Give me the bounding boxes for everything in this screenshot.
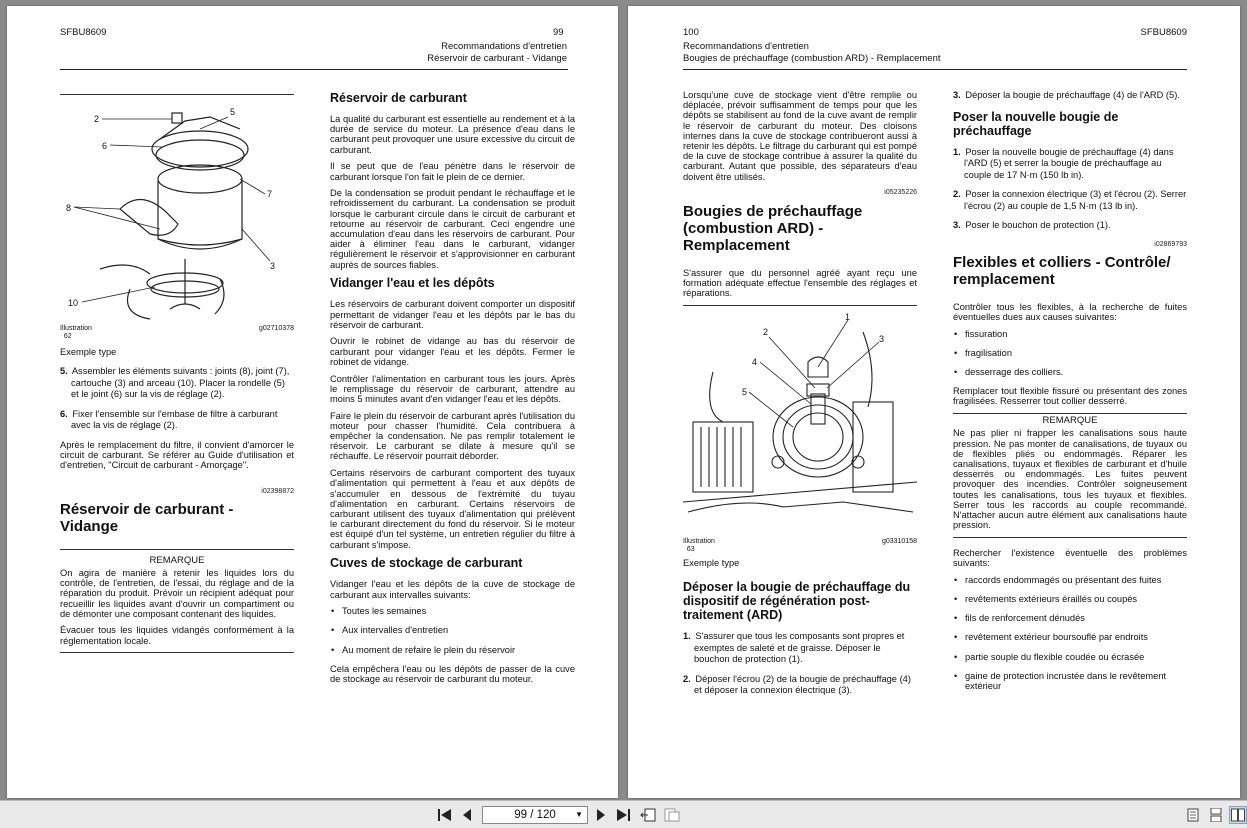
single-page-icon xyxy=(1187,808,1199,822)
remove-step-2: 2. Déposer l'écrou (2) de la bougie de préchauffage (4) et déposer la connexion électrique (3). xyxy=(683,673,911,696)
install-step-3: 3. Poser le bouchon de protection (1). xyxy=(953,220,1111,230)
filter-steps xyxy=(60,366,294,432)
remove-steps-cont xyxy=(953,90,1187,102)
storage-intervals-list xyxy=(330,606,575,655)
page-number: 100 xyxy=(683,27,699,38)
forward-view-button[interactable] xyxy=(663,806,681,824)
problems-list xyxy=(953,575,1187,691)
right-column-2 xyxy=(953,90,1187,700)
callout-8: 8 xyxy=(66,203,72,213)
drain-paragraph-5: Certains réservoirs de carburant comportent des tuyaux d'alimentation qui permettent à l'eau et aux dépôts de s'accumuler en dessous de l'extrémité du tuyau d'alimentation en carburant. Certains réservoirs de carburant utilisent des tuyaux d'alimentation qui prélèvent le carburant directement du fond du réservoir. Si le moteur est équipé d'un tel système, un entretien régulier du filtre à carburant s'impose. xyxy=(330,468,575,550)
install-step-1: 1. Poser la nouvelle bougie de préchauffage (4) dans l'ARD (5) et serrer la bougie de préchauffage au couple de 17 N·m (150 lb in). xyxy=(953,146,1174,180)
install-step-2: 2. Poser la connexion électrique (3) et l'écrou (2). Serrer l'écrou (2) au couple de 1,5 N·m (13 lb in). xyxy=(953,189,1187,211)
glow-plug-intro: S'assurer que du personnel agréé ayant reçu une formation adéquate effectue l'ensemble des réglages et réparations. xyxy=(683,267,917,298)
list-item: • partie souple du flexible coudée ou écrasée xyxy=(965,652,1187,662)
viewer-toolbar xyxy=(0,800,1247,828)
drain-paragraph-1: Les réservoirs de carburant doivent comporter un dispositif permettant de vidanger l'eau et les dépôts par le bas du réservoir de carburant. xyxy=(330,299,575,330)
first-page-button[interactable] xyxy=(436,806,454,824)
callout-4: 4 xyxy=(752,356,758,367)
note-text: Ne pas plier ni frapper les canalisations sous haute pression. Ne pas monter de canalisations, de tuyaux ou de flexibles pliés ou endommagés. Réparer les canalisations, tuyaux et flexibles de carburant et d'huile desserrés ou endommagés. Les fuites peuvent provoquer des incendies. Contrôler soigneusement toutes les canalisations, tous les tuyaux et flexibles. Serrer tous les raccords au couple recommandé. N'attacher aucun autre élément aux canalisations haute pression. xyxy=(953,428,1187,531)
callout-2: 2 xyxy=(94,114,100,124)
doc-id: SFBU8609 xyxy=(1140,27,1187,38)
list-item: • Toutes les semaines xyxy=(342,606,575,616)
drain-paragraph-4: Faire le plein du réservoir de carburant après l'utilisation du moteur pour chasser l'humidité. Cela contribuera à empêcher la condensation. Ne pas remplir totalement le réservoir. Le carburant se dilate à mesure qu'il se réchauffe. Le réservoir pourrait déborder. xyxy=(330,410,575,462)
list-item: • revêtements extérieurs éraillés ou coupés xyxy=(965,594,1187,604)
left-column-2 xyxy=(330,87,575,691)
note-rule-bottom xyxy=(953,537,1187,538)
chevron-down-icon[interactable]: ▼ xyxy=(575,810,583,819)
causes-list xyxy=(953,329,1187,378)
section-ref-1: i05235226 xyxy=(884,189,917,197)
figure-caption-row xyxy=(683,538,917,554)
header-rule xyxy=(683,69,1187,70)
list-item: • fissuration xyxy=(965,329,1187,339)
page-indicator-text: 99 / 120 xyxy=(514,809,556,821)
first-page-icon xyxy=(438,809,452,821)
note-rule-bottom xyxy=(60,652,294,653)
next-page-icon xyxy=(596,809,606,821)
replace-text: Remplacer tout flexible fissuré ou présentant des zones fragilisées. Resserrer tout collier desserré. xyxy=(953,386,1187,407)
glow-plug-title: Bougies de préchauffage (combustion ARD) - Remplacement xyxy=(683,202,863,254)
figure-ref: g03310158 xyxy=(881,537,917,545)
remove-step-3: 3. Déposer la bougie de préchauffage (4) de l'ARD (5). xyxy=(953,90,1180,100)
storage-intro: Lorsqu'une cuve de stockage vient d'être remplie ou déplacée, prévoir suffisamment de temps pour que les dépôts se stabilisent au fond de la cuve avant de remplir le réservoir de carburant du moteur. Des cloisons internes dans la cuve de stockage contribueront aussi à retenir les dépôts. Le filtrage du carburant qui est pompé de la cuve de stockage contribue à assurer la qualité du carburant. Autant que possible, des séparateurs d'eau doivent être utilisés. xyxy=(683,90,917,182)
list-item: • Au moment de refaire le plein du réservoir xyxy=(342,645,575,655)
storage-heading: Cuves de stockage de carburant xyxy=(330,556,523,571)
note-title: REMARQUE xyxy=(1042,415,1098,427)
back-view-button[interactable] xyxy=(639,806,657,824)
figure-caption: Exemple type xyxy=(683,557,740,568)
drain-title: Réservoir de carburant - Vidange xyxy=(60,500,234,535)
drain-paragraph-3: Contrôler l'alimentation en carburant tous les jours. Après le remplissage du réservoir de carburant, attendre au moins 5 minutes avant d'en vidanger l'eau et les dépôts. xyxy=(330,373,575,404)
continuous-view-button[interactable] xyxy=(1208,806,1224,824)
list-item: • desserrage des colliers. xyxy=(965,367,1187,377)
header-section: Recommandations d'entretien xyxy=(683,41,809,52)
figure-ref: g02710378 xyxy=(258,325,294,333)
step-6: 6. Fixer l'ensemble sur l'embase de filtre à carburant avec la vis de réglage (2). xyxy=(60,408,278,431)
remove-glow-plug-heading: Déposer la bougie de préchauffage du dispositif de régénération post-traitement (ARD) xyxy=(683,580,911,623)
figure-caption-row xyxy=(60,325,294,341)
hoses-title: Flexibles et colliers - Contrôle/ remplacement xyxy=(953,253,1171,288)
problems-intro: Rechercher l'existence éventuelle des problèmes suivants: xyxy=(953,547,1187,569)
list-item: • fils de renforcement dénudés xyxy=(965,613,1187,623)
note-text: On agira de manière à retenir les liquides lors du contrôle, de l'entretien, de l'essai, du réglage and de la réparation du produit. Prévoir un récipient adéquat pour recueillir les liquides avant d'ouvrir un compartiment ou de démonter une composant contenant des liquides. xyxy=(60,567,294,619)
drain-heading: Vidanger l'eau et les dépôts xyxy=(330,276,495,291)
doc-id: SFBU8609 xyxy=(60,27,107,38)
figure-caption: Exemple type xyxy=(60,347,117,358)
next-page-button[interactable] xyxy=(594,806,608,824)
callout-3: 3 xyxy=(270,261,276,271)
remove-steps xyxy=(683,631,917,697)
last-page-icon xyxy=(616,809,630,821)
page-number: 99 xyxy=(553,27,564,38)
callout-2: 2 xyxy=(763,326,769,337)
note-text-2: Évacuer tous les liquides vidangés conformément à la réglementation locale. xyxy=(60,625,294,646)
tank-paragraph-3: De la condensation se produit pendant le réchauffage et le refroidissement du carburant. La condensation se produit lorsque le carburant circule dans le circuit de carburant et retourne au réservoir de carburant. Ceci engendre une accumulation d'eau dans les réservoirs de carburant. Pour aider à éliminer l'eau dans le carburant, vidanger régulièrement le réservoir et s'approvisionner en carburant auprès de sources fiables. xyxy=(330,188,575,270)
storage-paragraph-2: Cela empêchera l'eau ou les dépôts de passer de la cuve de stockage au réservoir de carburant du moteur. xyxy=(330,663,575,685)
install-glow-plug-heading: Poser la nouvelle bougie de préchauffage xyxy=(953,109,1119,138)
glow-plug-illustration xyxy=(683,312,917,534)
storage-paragraph-1: Vidanger l'eau et les dépôts de la cuve de stockage de carburant aux intervalles suivants: xyxy=(330,579,575,600)
left-column-1 xyxy=(60,94,294,659)
continuous-page-icon xyxy=(1210,808,1222,822)
callout-3: 3 xyxy=(879,333,885,344)
figure-rule xyxy=(683,305,917,306)
section-ref: i02398872 xyxy=(261,487,294,495)
list-item: • fragilisation xyxy=(965,348,1187,358)
after-replace-text: Après le remplacement du filtre, il convient d'amorcer le circuit de carburant. Se référer au Guide d'utilisation et d'entretien, "Circuit de carburant - Amorçage". xyxy=(60,439,294,471)
tank-paragraph-1: La qualité du carburant est essentielle au rendement et à la durée de service du moteur. La présence d'eau dans le carburant peut provoquer une usure excessive du circuit de carburant. xyxy=(330,114,575,155)
tank-heading: Réservoir de carburant xyxy=(330,91,467,105)
right-column-1 xyxy=(683,90,917,705)
header-section: Recommandations d'entretien xyxy=(441,41,567,52)
facing-pages-icon xyxy=(1231,808,1245,822)
drain-paragraph-2: Ouvrir le robinet de vidange au bas du réservoir de carburant pour vidanger l'eau et les dépôts. Fermer le robinet de vidange. xyxy=(330,336,575,367)
header-rule xyxy=(60,69,568,70)
install-steps xyxy=(953,147,1187,232)
header-subsection: Réservoir de carburant - Vidange xyxy=(427,53,567,64)
figure-label: Illustration 62 xyxy=(60,325,92,341)
header-subsection: Bougies de préchauffage (combustion ARD) - Remplacement xyxy=(683,53,941,64)
page-100 xyxy=(628,6,1240,798)
section-ref-2: i02869793 xyxy=(1154,240,1187,248)
forward-view-icon xyxy=(664,808,680,822)
back-view-icon xyxy=(640,808,656,822)
list-item: • raccords endommagés ou présentant des fuites xyxy=(965,575,1187,585)
note-rule-top xyxy=(60,549,294,550)
callout-5: 5 xyxy=(742,386,748,397)
hoses-intro: Contrôler tous les flexibles, à la recherche de fuites éventuelles dues aux causes suivantes: xyxy=(953,301,1187,322)
figure-label: Illustration 63 xyxy=(683,537,715,553)
last-page-button[interactable] xyxy=(614,806,632,824)
previous-page-button[interactable] xyxy=(460,806,474,824)
single-page-view-button[interactable] xyxy=(1185,806,1201,824)
figure-rule xyxy=(60,94,294,95)
note-rule-top xyxy=(953,413,1187,414)
list-item: • Aux intervalles d'entretien xyxy=(342,625,575,635)
callout-5: 5 xyxy=(230,107,236,117)
previous-page-icon xyxy=(462,809,472,821)
page-99 xyxy=(7,6,618,798)
step-5: 5. Assembler les éléments suivants : joints (8), joint (7), cartouche (3) and arceau (10). Placer la rondelle (5) et le joint (6) sur la vis de réglage (2). xyxy=(60,366,290,400)
remove-step-1: 1. S'assurer que tous les composants sont propres et exemptes de saleté et de graisse. Déposer le bouchon de protection (1). xyxy=(683,631,905,665)
callout-6: 6 xyxy=(102,141,108,151)
list-item: • revêtement extérieur boursouflé par endroits xyxy=(965,632,1187,642)
callout-10: 10 xyxy=(68,298,79,308)
fuel-filter-illustration xyxy=(60,99,294,321)
note-title: REMARQUE xyxy=(149,554,205,566)
callout-1: 1 xyxy=(845,311,851,322)
tank-paragraph-2: Il se peut que de l'eau pénètre dans le réservoir de carburant lorsque l'on fait le plein de ce dernier. xyxy=(330,161,575,182)
callout-7: 7 xyxy=(267,189,273,199)
list-item: • gaine de protection incrustée dans le revêtement extérieur xyxy=(965,671,1187,691)
page-number-input[interactable] xyxy=(482,806,588,824)
facing-pages-view-button[interactable] xyxy=(1229,806,1247,824)
